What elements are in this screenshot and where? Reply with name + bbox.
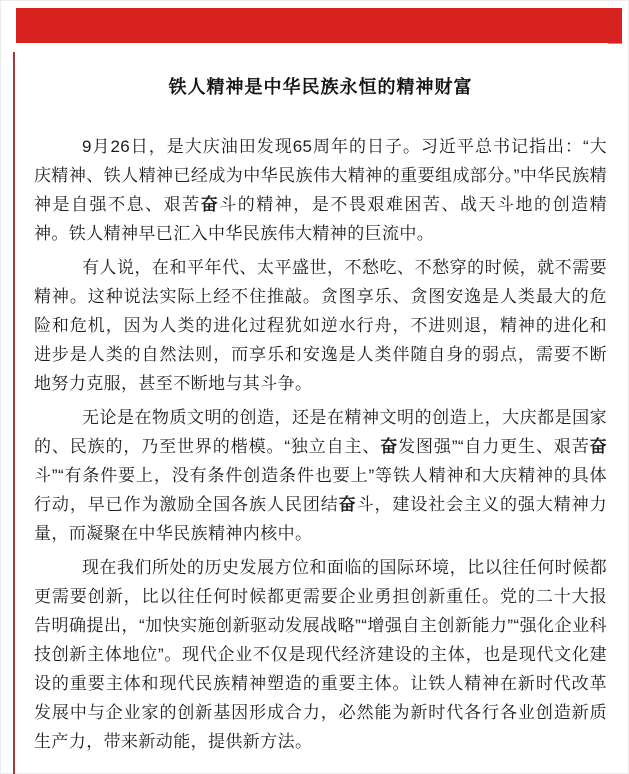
paragraph-2: 有人说，在和平年代、太平盛世，不愁吃、不愁穿的时候，就不需要精神。这种说法实际上经不住推敲。贪图享乐、贪图安逸是人类最大的危险和危机，因为人类的进化过程犹如逆水行舟，不进则退，精神的进化和进步是人类的自然法则，而享乐和安逸是人类伴随自身的弱点，需要不断地努力克服，甚至不断地与其斗争。 (34, 258, 607, 393)
red-banner (16, 8, 622, 43)
paragraph-4: 现在我们所处的历史发展方位和面临的国际环境，比以往任何时候都更需要创新，比以往任何时候都更需要企业勇担创新重任。党的二十大报告明确提出，“加快实施创新驱动发展战略”“增强自主创新能力”“强化企业科技创新主体地位”。现代企业不仅是现代经济建设的主体，也是现代文化建设的重要主体和现代民族精神塑造的重要主体。让铁人精神在新时代改革发展中与企业家的创新基因形成合力，必然能为新时代各行各业创造新质生产力，带来新动能，提供新方法。 (34, 558, 607, 751)
paragraph-3: 无论是在物质文明的创造，还是在精神文明的创造上，大庆都是国家的、民族的，乃至世界的楷模。“独立自主、奋发图强”“自力更生、艰苦奋斗”“有条件要上，没有条件创造条件也要上”等铁人精神和大庆精神的具体行动，早已作为激励全国各族人民团结奋斗，建设社会主义的强大精神力量，而凝聚在中华民族精神内核中。 (34, 408, 607, 543)
left-accent-line (13, 52, 15, 774)
paragraph-1: 9月26日，是大庆油田发现65周年的日子。习近平总书记指出：“大庆精神、铁人精神已经成为中华民族伟大精神的重要组成部分。”中华民族精神是自强不息、艰苦奋斗的精神，是不畏艰难困苦、战天斗地的创造精神。铁人精神早已汇入中华民族伟大精神的巨流中。 (34, 137, 608, 243)
page-title: 铁人精神是中华民族永恒的精神财富 (168, 77, 473, 97)
article-content (34, 43, 607, 761)
